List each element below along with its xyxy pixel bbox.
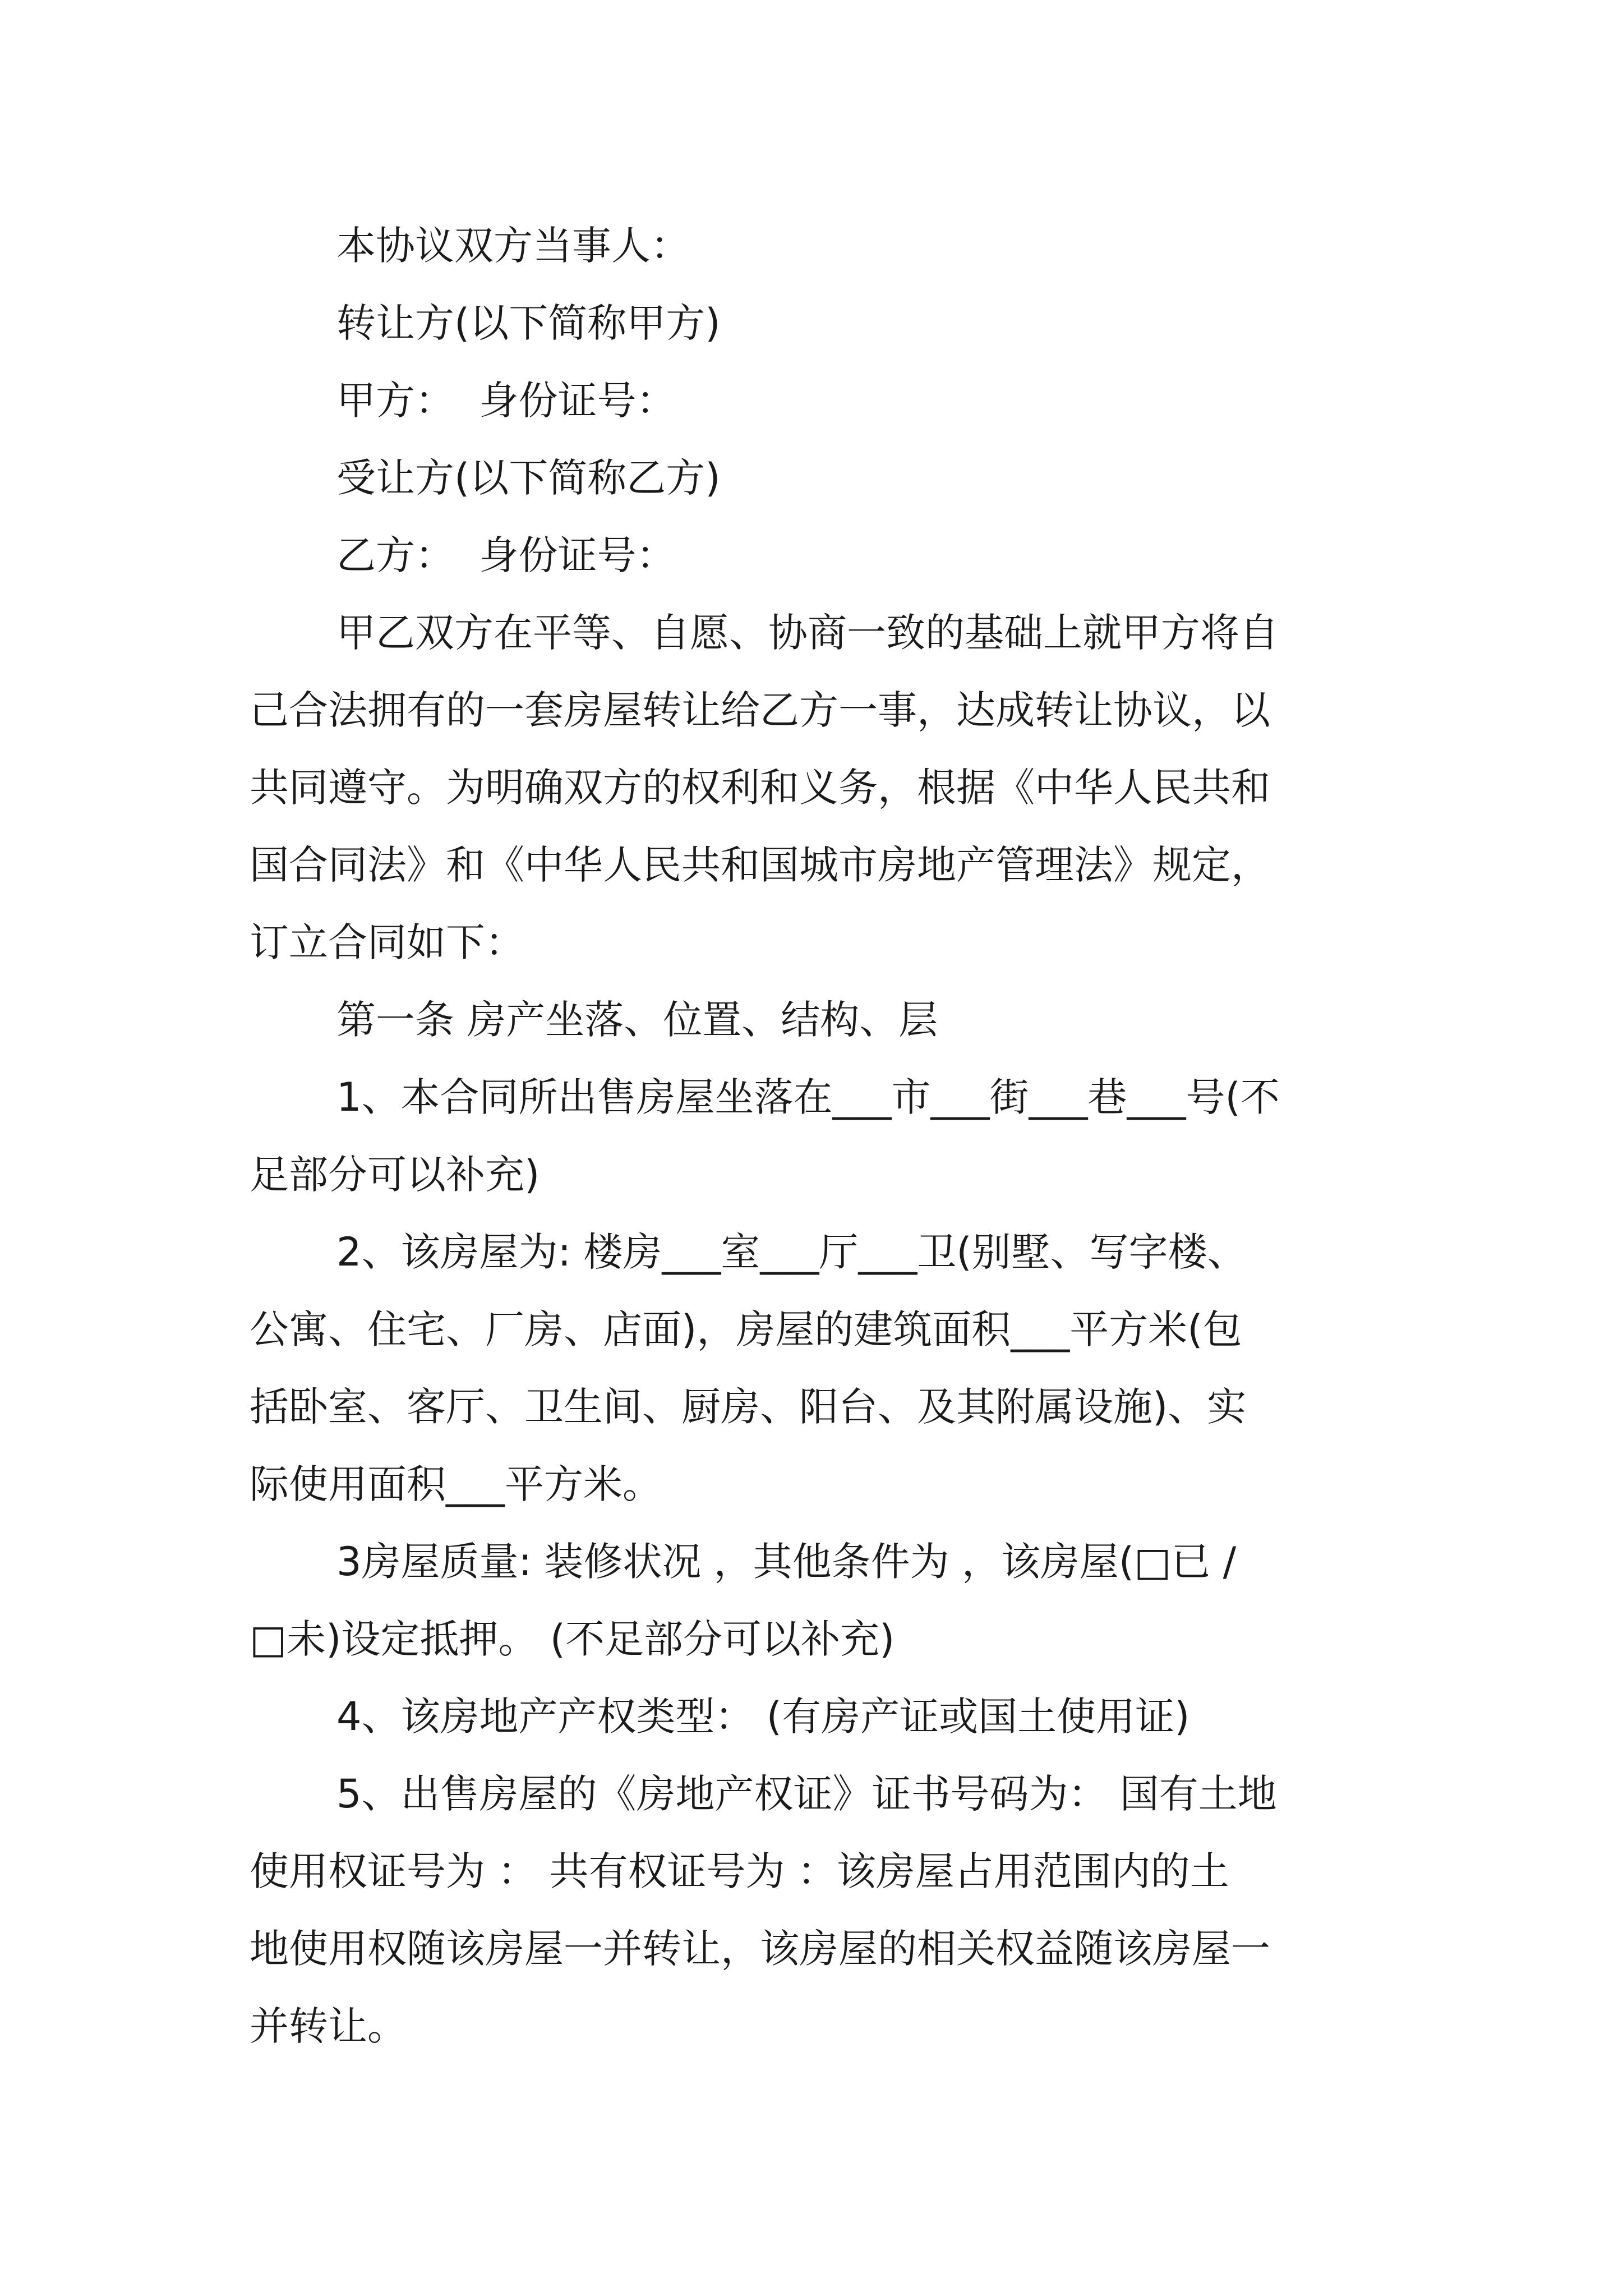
text-line-preamble-4: 国合同法》和《中华人民共和国城市房地产管理法》规定， xyxy=(250,842,1270,888)
text-line-item-1b: 足部分可以补充) xyxy=(250,1152,540,1198)
text-line-transferee: 受让方(以下简称乙方) xyxy=(336,455,721,501)
text-line-item-5c: 地使用权随该房屋一并转让，该房屋的相关权益随该房屋一 xyxy=(250,1926,1270,1972)
text-line-parties: 本协议双方当事人： xyxy=(336,223,690,269)
text-line-party-b-id: 乙方： 身份证号： xyxy=(336,532,676,578)
text-line-transferor: 转让方(以下简称甲方) xyxy=(336,300,721,346)
text-line-party-a-id: 甲方： 身份证号： xyxy=(336,378,676,424)
text-line-preamble-3: 共同遵守。为明确双方的权利和义务，根据《中华人民共和 xyxy=(250,765,1270,811)
text-line-item-4: 4、该房地产产权类型： (有房产证或国土使用证) xyxy=(336,1694,1190,1740)
text-line-item-2c: 括卧室、客厅、卫生间、厨房、阳台、及其附属设施)、实 xyxy=(250,1384,1247,1430)
text-line-item-5d: 并转让。 xyxy=(250,2003,407,2049)
text-line-item-3b: □未)设定抵押。 (不足部分可以补充) xyxy=(250,1616,895,1662)
text-line-item-3a: 3房屋质量: 装修状况 ，其他条件为 ，该房屋(□已 / xyxy=(336,1539,1237,1585)
text-line-item-2a: 2、该房屋为: 楼房___室___厅___卫(别墅、写字楼、 xyxy=(336,1229,1247,1275)
text-line-preamble-5: 订立合同如下： xyxy=(250,919,524,965)
text-line-preamble-2: 己合法拥有的一套房屋转让给乙方一事，达成转让协议，以 xyxy=(250,687,1270,733)
text-line-item-2b: 公寓、住宅、厂房、店面)，房屋的建筑面积___平方米(包 xyxy=(250,1306,1242,1352)
text-line-preamble-1: 甲乙双方在平等、自愿、协商一致的基础上就甲方将自 xyxy=(336,610,1279,656)
text-line-item-2d: 际使用面积___平方米。 xyxy=(250,1461,662,1507)
text-line-item-5a: 5、出售房屋的《房地产权证》证书号码为： 国有土地 xyxy=(336,1771,1277,1817)
text-line-article-1-heading: 第一条 房产坐落、位置、结构、层 xyxy=(336,997,938,1043)
text-line-item-1a: 1、本合同所出售房屋坐落在___市___街___巷___号(不 xyxy=(336,1074,1280,1120)
text-line-item-5b: 使用权证号为 ： 共有权证号为 ：该房屋占用范围内的土 xyxy=(250,1848,1229,1894)
